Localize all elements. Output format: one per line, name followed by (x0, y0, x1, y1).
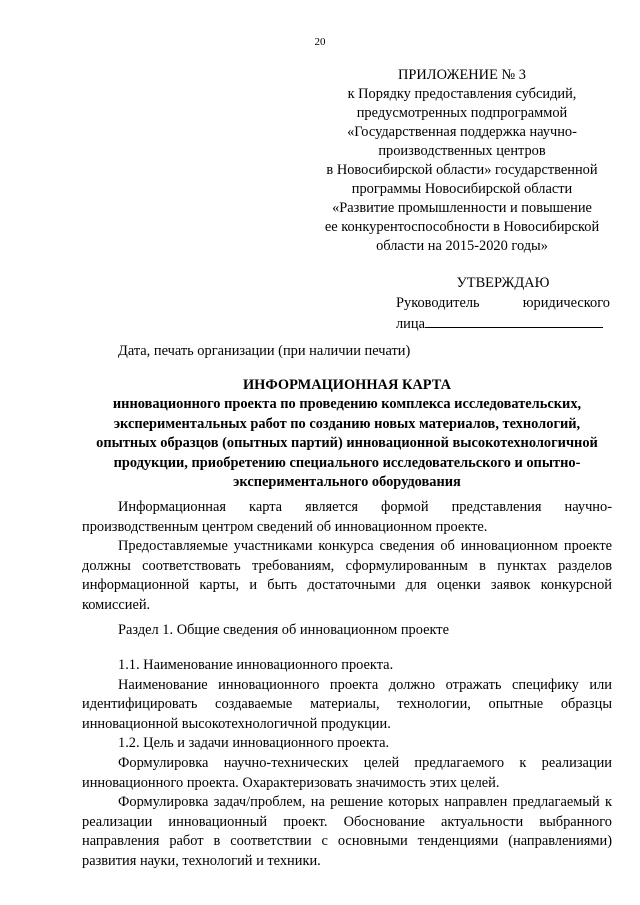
signature-line (425, 313, 603, 328)
section-item: Формулировка задач/проблем, на решение которых направлен предлагаемый к реализации инновационный проект. Обоснование актуальности выбранного направления работ в соответствии с основными тенденциями (направлениями) развития науки, технологий и техники. (82, 794, 612, 869)
appendix-line: ее конкурентоспособности в Новосибирской (324, 219, 600, 235)
appendix-line: «Развитие промышленности и повышение (332, 200, 592, 216)
intro-section (82, 498, 612, 616)
card-title-block (82, 376, 612, 492)
appendix-block (310, 66, 614, 256)
section-heading-block (82, 621, 612, 641)
intro-paragraph: Предоставляемые участниками конкурса сведения об инновационном проекте должны соответствовать требованиям, сформулированным в пунктах разделов информационной карты, и быть достаточными для оценки заявок конкурсной комиссией. (82, 538, 612, 613)
section-item: Наименование инновационного проекта должно отражать специфику или идентифицировать создаваемые материалы, технологии, опытные образцы инновационной высокотехнологичной продукции. (82, 676, 612, 732)
approval-entity-label: лица (396, 316, 425, 332)
approval-signature-row (396, 313, 610, 335)
card-subtitle-line: инновационного проекта по проведению комплекса исследовательских, (112, 396, 582, 413)
appendix-line: предусмотренных подпрограммой (356, 105, 568, 121)
appendix-line: программы Новосибирской области (351, 181, 573, 197)
section-title: Раздел 1. Общие сведения об инновационном проекте (118, 622, 449, 638)
card-subtitle-line: экспериментального оборудования (233, 474, 461, 491)
intro-paragraph: Информационная карта является формой представления научно-производственным центром сведений об инновационном проекте. (82, 499, 612, 535)
appendix-line: к Порядку предоставления субсидий, (347, 86, 577, 102)
section-item: Формулировка научно-технических целей предлагаемого к реализации инновационного проекта. Охарактеризовать значимость этих целей. (82, 754, 612, 791)
page-number: 20 (314, 36, 326, 48)
appendix-line: области на 2015-2020 годы» (376, 238, 548, 254)
appendix-line: в Новосибирской области» государственной (326, 162, 598, 178)
card-subtitle-line: продукции, приобретению специального исследовательского и опытно- (113, 454, 581, 471)
approval-block (396, 274, 610, 335)
card-title: ИНФОРМАЦИОННАЯ КАРТА (242, 377, 452, 393)
appendix-line: «Государственная поддержка научно- (347, 124, 577, 140)
section-item: 1.2. Цель и задачи инновационного проекта. (118, 735, 390, 752)
stamp-note: Дата, печать организации (при наличии печати) (118, 343, 411, 359)
appendix-heading: ПРИЛОЖЕНИЕ № 3 (398, 67, 526, 83)
appendix-line: производственных центров (378, 143, 546, 159)
approval-position-right: юридического (522, 294, 610, 311)
approval-title: УТВЕРЖДАЮ (456, 275, 550, 291)
section-1-body (82, 656, 612, 872)
card-subtitle-line: опытных образцов (опытных партий) инновационной высокотехнологичной (96, 435, 598, 452)
card-subtitle-line: экспериментальных работ по созданию новых материалов, технологий, (113, 415, 581, 432)
section-item: 1.1. Наименование инновационного проекта. (118, 657, 394, 673)
approval-position-left: Руководитель (396, 294, 480, 311)
approval-position (396, 294, 610, 314)
